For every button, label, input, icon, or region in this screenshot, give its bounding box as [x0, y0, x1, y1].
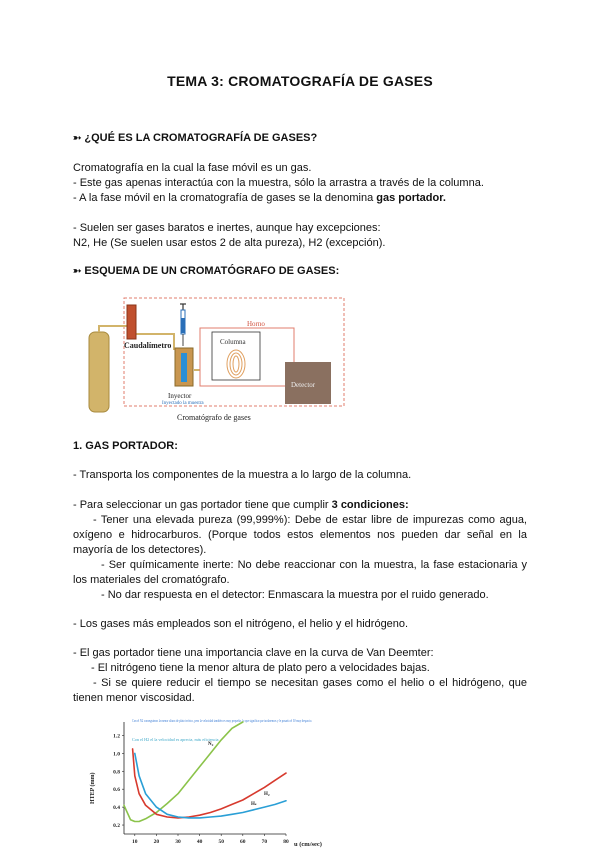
y-tick-label: 0.8 [113, 769, 120, 776]
oven-label: Horno [247, 320, 265, 328]
paragraph: N2, He (Se suelen usar estos 2 de alta pureza), H2 (excepción). [73, 237, 386, 249]
bold-term: 3 condiciones: [331, 499, 409, 511]
x-tick-label: 50 [218, 839, 224, 845]
x-tick-label: 20 [153, 839, 160, 845]
x-tick-label: 30 [175, 839, 181, 845]
y-tick-label: 0.6 [113, 787, 120, 794]
x-tick-label: 10 [132, 839, 138, 845]
paragraph: - Transporta los componentes de la muestra a lo largo de la columna. [73, 469, 412, 481]
chromatograph-diagram [84, 292, 354, 424]
series-label-h2: $H_2$ [264, 792, 270, 797]
paragraph: - A la fase móvil en la cromatografía de gases se la denomina gas portador. [73, 192, 446, 204]
arrow-icon: ➳ [73, 266, 82, 277]
condition-item: - Tener una elevada pureza (99,999%): Debe de estar libre de impurezas como agua, oxígeno e hidrocarburos. (Porque todos estos elementos nos pueden dar señal en la mayoría de los detectores). [73, 514, 527, 556]
y-tick-label: 0.4 [113, 805, 120, 812]
section-heading-what-is: ➳ ¿QUÉ ES LA CROMATOGRAFÍA DE GASES? [73, 132, 318, 144]
series-line-h2 [135, 753, 286, 818]
condition-item: - Ser químicamente inerte: No debe reaccionar con la muestra, la fase estacionaria y los materiales del cromatógrafo. [73, 559, 527, 586]
paragraph: - Este gas apenas interactúa con la muestra, sólo la arrastra a través de la columna. [73, 177, 484, 189]
y-tick-label: 0.2 [113, 823, 120, 830]
paragraph: - Suelen ser gases baratos e inertes, aunque hay excepciones: [73, 222, 381, 234]
x-tick-label: 70 [261, 839, 268, 845]
paragraph: - Para seleccionar un gas portador tiene que cumplir 3 condiciones: [73, 499, 409, 511]
detector-label: Detector [291, 381, 316, 389]
x-tick-label: 60 [240, 839, 246, 845]
gas-cylinder [89, 332, 109, 412]
oven [200, 328, 294, 386]
section-heading-schema: ➳ ESQUEMA DE UN CROMATÓGRAFO DE GASES: [73, 265, 340, 277]
paragraph: - El nitrógeno tiene la menor altura de plato pero a velocidades bajas. [91, 662, 430, 674]
column-label: Columna [220, 338, 246, 346]
y-tick-label: 1.2 [113, 733, 120, 740]
arrow-icon: ➳ [73, 133, 82, 144]
bold-term: gas portador. [376, 192, 446, 204]
flowmeter-label: Caudalímetro [124, 341, 172, 350]
diagram-caption: Cromatógrafo de gases [177, 413, 251, 422]
condition-item: - No dar respuesta en el detector: Enmascara la muestra por el ruido generado. [101, 589, 489, 601]
paragraph: Cromatografía en la cual la fase móvil es un gas. [73, 162, 312, 174]
series-label-he: He [251, 802, 257, 807]
page-title: TEMA 3: CROMATOGRAFÍA DE GASES [167, 73, 433, 89]
paragraph: - Si se quiere reducir el tiempo se necesitan gases como el helio o el hidrógeno, que tienen menor viscosidad. [73, 677, 527, 704]
injector-sublabel: Inyectado la muestra [162, 401, 204, 406]
x-axis-label: u (cm/sec) [294, 841, 322, 848]
chart-annotation-n2: Con el N2 conseguimos la menor altura de plato teórico, pero la velocidad también es muy pequeña, lo que significa que tardaremos y le pasaría el 30 muy despacio. [132, 718, 409, 723]
injector-label: Inyector [168, 392, 192, 400]
x-tick-label: 80 [283, 839, 289, 845]
flowmeter [127, 305, 136, 339]
y-axis-label: HTEP (mm) [90, 772, 96, 804]
paragraph: - Los gases más empleados son el nitrógeno, el helio y el hidrógeno. [73, 618, 409, 630]
paragraph: - El gas portador tiene una importancia clave en la curva de Van Deemter: [73, 647, 434, 659]
x-tick-label: 40 [196, 839, 203, 845]
section-heading-carrier-gas: 1. GAS PORTADOR: [73, 440, 178, 452]
chart-annotation-h2: Con el H2 el la velocidad es aprecia, más eficiencia [132, 737, 219, 742]
series-label-n2: $N_2$ [208, 742, 214, 747]
y-tick-label: 1.0 [113, 751, 120, 758]
van-deemter-chart [86, 716, 409, 848]
